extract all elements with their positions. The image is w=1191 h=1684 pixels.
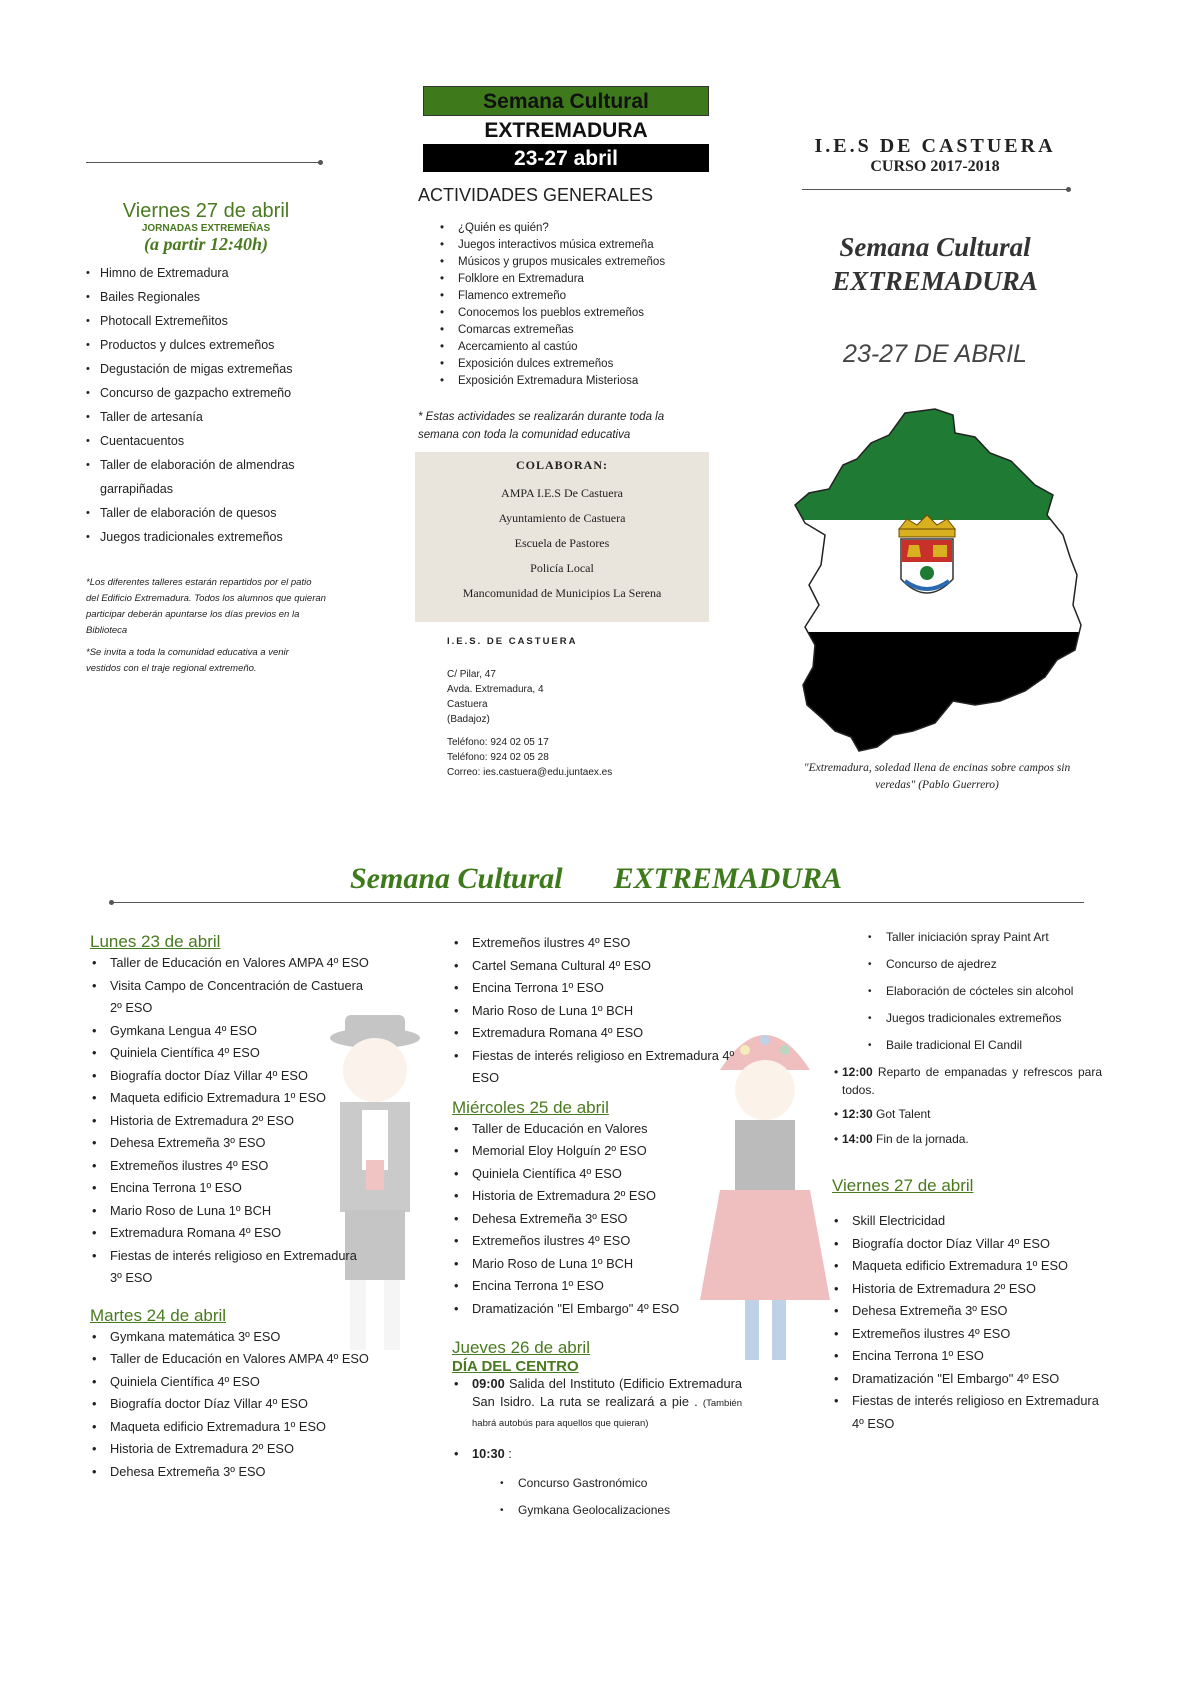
lunes-item: • Historia de Extremadura 2º ESO [90,1110,370,1133]
viernes-item: • Encina Terrona 1º ESO [832,1345,1102,1368]
jueves-cont-sub-item: • Taller iniciación spray Paint Art [868,924,1102,951]
right-school: I.E.S DE CASTUERA [814,135,1056,157]
time-item-1200 [832,1063,1102,1099]
viernes-item: • Biografía doctor Díaz Villar 4º ESO [832,1233,1102,1256]
address-lines [447,667,707,727]
left-panel-rule [86,162,320,163]
viernes-item: • Maqueta edificio Extremadura 1º ESO [832,1255,1102,1278]
viernes-title: Viernes 27 de abril [832,1176,974,1195]
right-quote: "Extremadura, soledad llena de encinas sobre campos sin veredas" (Pablo Guerrero) [803,762,1071,791]
jueves-cont-sub-item: • Elaboración de cócteles sin alcohol [868,978,1102,1005]
left-activity-item: • Himno de Extremadura [86,261,326,285]
viernes-item: • Skill Electricidad [832,1210,1102,1233]
general-activity-item: • ¿Quién es quién? [418,220,718,237]
martes-item: • Maqueta edificio Extremadura 1º ESO [90,1416,370,1439]
right-header [800,135,1070,176]
jueves-item-1-note: (También habrá autobús para aquellos que quieran) [472,1398,742,1429]
viernes-item: • Dramatización "El Embargo" 4º ESO [832,1368,1102,1391]
lunes-item: • Visita Campo de Concentración de Castuera 2º ESO [90,975,370,1020]
colaborador-item: Policía Local [530,561,594,575]
jueves-sub-list [500,1470,742,1524]
martes-cont-item: • Extremeños ilustres 4º ESO [452,932,742,955]
right-title [790,230,1080,298]
left-activity-item: • Bailes Regionales [86,285,326,309]
martes-item: • Taller de Educación en Valores AMPA 4º ESO [90,1348,370,1371]
left-activity-list [86,261,326,549]
colaboran-title: COLABORAN: [515,458,608,472]
left-activity-item: • Photocall Extremeñitos [86,309,326,333]
lunes-title: Lunes 23 de abril [90,932,221,951]
jueves-cont-sub-item: • Baile tradicional El Candil [868,1032,1102,1059]
lunes-item: • Extremeños ilustres 4º ESO [90,1155,370,1178]
general-activity-item: • Exposición dulces extremeños [418,356,718,373]
martes-cont-item: • Cartel Semana Cultural 4º ESO [452,955,742,978]
jueves-item-1-time: 09:00 [472,1376,505,1391]
jueves-list [452,1375,742,1466]
colaborador-item: AMPA I.E.S De Castuera [501,486,623,500]
middle-banner [423,86,709,172]
miercoles-item: • Historia de Extremadura 2º ESO [452,1185,742,1208]
left-note-1: *Los diferentes talleres estarán repartidos por el patio del Edificio Extremadura. Todos los alumnos que quieran participar deberán apuntarse los días previos en la Biblioteca [86,577,326,636]
left-time: (a partir 12:40h) [143,234,268,254]
jueves-item-2-text: : [504,1446,512,1461]
colaboran-box [415,452,709,622]
martes-cont-list [452,932,742,1090]
lunes-item: • Extremadura Romana 4º ESO [90,1222,370,1245]
martes-cont-item: • Mario Roso de Luna 1º BCH [452,1000,742,1023]
banner-line-3: 23-27 abril [423,144,709,172]
jueves-title: Jueves 26 de abril [452,1338,590,1357]
colaborador-item: Mancomunidad de Municipios La Serena [462,586,662,600]
lunes-item: • Quiniela Científica 4º ESO [90,1042,370,1065]
miercoles-item: • Taller de Educación en Valores [452,1118,742,1141]
lunes-item: • Dehesa Extremeña 3º ESO [90,1132,370,1155]
school-contact [447,636,707,780]
left-day-title: Viernes 27 de abril [122,200,290,222]
martes-cont-item: • Fiestas de interés religioso en Extremadura 4º ESO [452,1045,742,1090]
left-activity-item: • Taller de elaboración de almendras garrapiñadas [86,453,326,501]
viernes-item: • Dehesa Extremeña 3º ESO [832,1300,1102,1323]
miercoles-item: • Mario Roso de Luna 1º BCH [452,1253,742,1276]
jueves-subtitle: DÍA DEL CENTRO [452,1358,579,1375]
contact-line-item: Teléfono: 924 02 05 17 [447,737,549,748]
jueves-item-2-time: 10:30 [472,1446,505,1461]
left-activity-item: • Taller de elaboración de quesos [86,501,326,525]
martes-item: • Biografía doctor Díaz Villar 4º ESO [90,1393,370,1416]
right-title-line-1: Semana Cultural [839,232,1031,262]
address-line-item: Castuera [447,699,488,710]
contact-line-item: Correo: ies.castuera@edu.juntaex.es [447,767,613,778]
extremadura-map [785,405,1090,760]
viernes-item: • Extremeños ilustres 4º ESO [832,1323,1102,1346]
lunes-item: • Fiestas de interés religioso en Extremadura 3º ESO [90,1245,370,1290]
jueves-item-2 [452,1443,742,1466]
colaboran-list [415,481,709,606]
address-line-item: Avda. Extremadura, 4 [447,684,544,695]
time-1230-text: Got Talent [872,1107,931,1121]
miercoles-item: • Memorial Eloy Holguín 2º ESO [452,1140,742,1163]
jueves-item-1 [452,1375,742,1433]
miercoles-item: • Quiniela Científica 4º ESO [452,1163,742,1186]
time-1400-text: Fin de la jornada. [872,1131,969,1146]
left-activity-item: • Taller de artesanía [86,405,326,429]
lunes-item: • Encina Terrona 1º ESO [90,1177,370,1200]
general-activity-item: • Comarcas extremeñas [418,322,718,339]
left-subtitle: JORNADAS EXTREMEÑAS [141,223,271,234]
lunes-item: • Biografía doctor Díaz Villar 4º ESO [90,1065,370,1088]
general-activity-item: • Juegos interactivos música extremeña [418,237,718,254]
left-note-2: *Se invita a toda la comunidad educativa a venir vestidos con el traje regional extremeño. [86,647,289,674]
general-activity-item: • Músicos y grupos musicales extremeños [418,254,718,271]
jueves-cont-sub-list [868,924,1102,1059]
left-activity-item: • Concurso de gazpacho extremeño [86,381,326,405]
activities-list [418,220,718,390]
left-activity-item: • Degustación de migas extremeñas [86,357,326,381]
left-panel [86,200,326,677]
viernes-item: • Fiestas de interés religioso en Extremadura 4º ESO [832,1390,1102,1435]
jueves-cont-sub-item: • Concurso de ajedrez [868,951,1102,978]
martes-list [90,1326,370,1484]
jueves-item-1-text: Salida del Instituto (Edificio Extremadura San Isidro. La ruta se realizará a pie . [472,1376,742,1409]
viernes-list [832,1210,1102,1435]
miercoles-list [452,1118,742,1321]
schedule-col-1 [90,932,370,1483]
time-item-1400 [832,1128,1102,1151]
time-1230: 12:30 [842,1107,873,1121]
martes-cont-item: • Encina Terrona 1º ESO [452,977,742,1000]
schedule-col-2 [452,932,742,1524]
banner-line-1: Semana Cultural [423,86,709,116]
contact-lines [447,735,707,780]
coat-of-arms-icon [899,515,955,593]
miercoles-item: • Dramatización "El Embargo" 4º ESO [452,1298,742,1321]
general-activity-item: • Acercamiento al castúo [418,339,718,356]
activities-note: * Estas actividades se realizarán durante toda la semana con toda la comunidad educativa [418,411,665,441]
miercoles-item: • Encina Terrona 1º ESO [452,1275,742,1298]
lunes-item: • Taller de Educación en Valores AMPA 4º ESO [90,952,370,975]
martes-item: • Historia de Extremadura 2º ESO [90,1438,370,1461]
miercoles-title: Miércoles 25 de abril [452,1097,609,1117]
right-title-line-2: EXTREMADURA [832,266,1038,296]
martes-title: Martes 24 de abril [90,1305,227,1325]
jueves-cont-sub-item: • Juegos tradicionales extremeños [868,1005,1102,1032]
general-activity-item: • Exposición Extremadura Misteriosa [418,373,718,390]
general-activity-item: • Folklore en Extremadura [418,271,718,288]
banner-line-2: EXTREMADURA [423,116,709,144]
viernes-item: • Historia de Extremadura 2º ESO [832,1278,1102,1301]
address-line-item: C/ Pilar, 47 [447,669,496,680]
right-course: CURSO 2017-2018 [870,158,1000,175]
jueves-sub-item: • Gymkana Geolocalizaciones [500,1497,742,1524]
left-activity-item: • Juegos tradicionales extremeños [86,525,326,549]
time-1400: 14:00 [842,1131,873,1146]
activities-title: ACTIVIDADES GENERALES [418,185,654,205]
jueves-cont-times [832,1063,1102,1150]
martes-cont-item: • Extremadura Romana 4º ESO [452,1022,742,1045]
schedule-title-part-1: Semana Cultural [350,862,563,895]
miercoles-item: • Dehesa Extremeña 3º ESO [452,1208,742,1231]
martes-item: • Dehesa Extremeña 3º ESO [90,1461,370,1484]
schedule-rule [112,902,1084,903]
time-1200: 12:00 [842,1065,873,1079]
general-activity-item: • Flamenco extremeño [418,288,718,305]
lunes-item: • Mario Roso de Luna 1º BCH [90,1200,370,1223]
general-activity-item: • Conocemos los pueblos extremeños [418,305,718,322]
martes-item: • Gymkana matemática 3º ESO [90,1326,370,1349]
school-contact-title: I.E.S. DE CASTUERA [447,636,578,647]
miercoles-item: • Extremeños ilustres 4º ESO [452,1230,742,1253]
lunes-item: • Gymkana Lengua 4º ESO [90,1020,370,1043]
address-line-item: (Badajoz) [447,714,490,725]
left-activity-item: • Cuentacuentos [86,429,326,453]
schedule-col-3 [832,924,1102,1435]
lunes-item: • Maqueta edificio Extremadura 1º ESO [90,1087,370,1110]
contact-line-item: Teléfono: 924 02 05 28 [447,752,549,763]
time-1200-text: Reparto de empanadas y refrescos para todos. [842,1065,1102,1097]
schedule-title [350,862,842,896]
martes-item: • Quiniela Científica 4º ESO [90,1371,370,1394]
right-dates: 23-27 DE ABRIL [843,340,1027,368]
jueves-sub-item: • Concurso Gastronómico [500,1470,742,1497]
time-item-1230 [832,1103,1102,1126]
left-activity-item: • Productos y dulces extremeños [86,333,326,357]
colaborador-item: Ayuntamiento de Castuera [498,511,626,525]
right-header-rule [802,189,1068,190]
colaborador-item: Escuela de Pastores [514,536,610,550]
lunes-list [90,952,370,1290]
schedule-title-part-2: EXTREMADURA [613,862,842,895]
